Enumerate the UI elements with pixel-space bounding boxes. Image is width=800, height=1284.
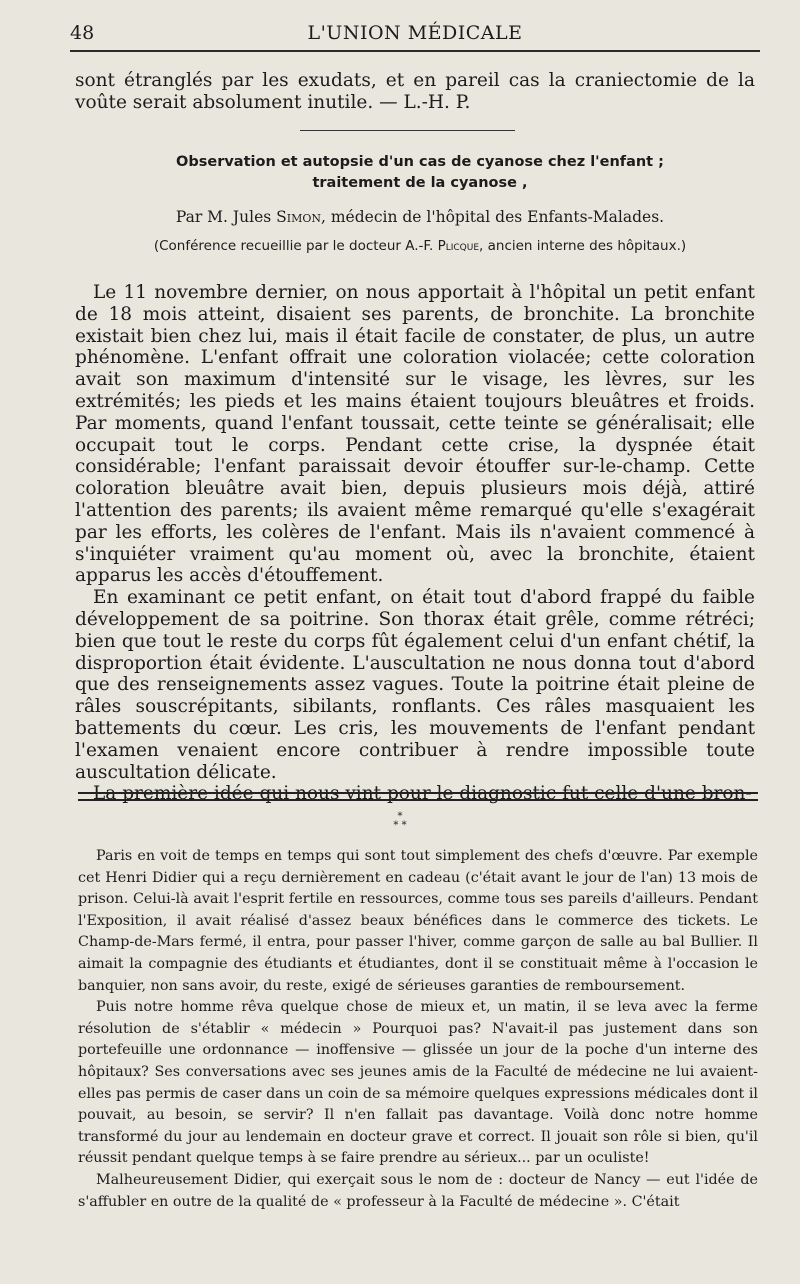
- article-title-line-2: traitement de la cyanose ,: [312, 175, 528, 191]
- article-body: [75, 282, 755, 805]
- article-paragraph: La première idée qui nous vint pour le diagnostic fut celle d'une bron-: [93, 783, 752, 805]
- note-suffix: , ancien interne des hôpitaux.): [479, 238, 687, 254]
- feuilleton-paragraph: Malheureusement Didier, qui exerçait sous le nom de : docteur de Nancy — eut l'idée de s'affubler en outre de la qualité de « professeur à la Faculté de médecine ». C'était: [78, 1171, 758, 1210]
- feuilleton-section: [78, 846, 758, 1213]
- page-number: 48: [70, 22, 95, 44]
- article-title: [80, 152, 760, 194]
- article-author: [80, 208, 760, 226]
- running-title: L'UNION MÉDICALE: [307, 22, 523, 44]
- feuilleton-paragraph: Puis notre homme rêva quelque chose de mieux et, un matin, il se leva avec la ferme résolution de s'établir « médecin » Pourquoi pas? N'avait-il pas justement dans son portefeuille une ordonnance — inoffensive — glissée un jour de la poche d'un interne des hôpitaux? Ses conversations avec ses jeunes amis de la Faculté de médecine ne lui avaient-elles pas permis de caser dans un coin de sa mémoire quelques expressions médicales dont il pouvait, au besoin, se servir? Il n'en fallait pas davantage. Voilà donc notre homme transformé du jour au lendemain en docteur grave et correct. Il jouait son rôle si bien, qu'il réussit pendant quelque temps à se faire prendre au sérieux... par un oculiste!: [78, 999, 758, 1167]
- feuilleton-paragraph: Paris en voit de temps en temps qui sont tout simplement des chefs d'œuvre. Par exemple cet Henri Didier qui a reçu dernièrement en cadeau (c'était avant le jour de l'an) 13 mois de prison. Celui-là avait l'esprit fertile en ressources, comme tous ses pareils d'ailleurs. Pendant l'Exposition, il avait réalisé d'assez beaux bénéfices dans le commerce des tickets. Le Champ-de-Mars fermé, il entra, pour passer l'hiver, comme garçon de salle au bal Bullier. Il aimait la compagnie des étudiants et étudiantes, dont il se constituait même à l'occasion le banquier, non sans avoir, du reste, exigé de sérieuses garanties de remboursement.: [78, 848, 758, 994]
- author-prefix: Par M. Jules: [175, 208, 277, 226]
- asterism-bottom: * *: [393, 820, 407, 831]
- conference-note: [80, 238, 760, 254]
- page-header: [70, 22, 760, 52]
- intro-paragraph: [75, 70, 755, 114]
- header-rule: [70, 50, 760, 52]
- feuilleton-rule: [78, 792, 758, 801]
- author-suffix: , médecin de l'hôpital des Enfants-Malades.: [321, 208, 665, 226]
- article-title-line-1: Observation et autopsie d'un cas de cyanose chez l'enfant ;: [176, 154, 664, 170]
- note-name: Plicque: [437, 238, 480, 254]
- intro-text: sont étranglés par les exudats, et en pareil cas la craniectomie de la voûte serait absolument inutile. — L.-H. P.: [75, 70, 755, 113]
- note-prefix: (Conférence recueillie par le docteur A.-F.: [153, 238, 438, 254]
- author-name: Simon: [276, 208, 321, 226]
- asterism: [0, 812, 800, 830]
- article-paragraph: Le 11 novembre dernier, on nous apportait à l'hôpital un petit enfant de 18 mois atteint, disaient ses parents, de bronchite. La bronchite existait bien chez lui, mais il était facile de constater, de plus, un autre phénomène. L'enfant offrait une coloration violacée; cette coloration avait son maximum d'intensité sur le visage, les lèvres, sur les extrémités; les pieds et les mains étaient toujours bleuâtres et froids. Par moments, quand l'enfant toussait, cette teinte se généralisait; elle occupait tout le corps. Pendant cette crise, la dyspnée était considérable; l'enfant paraissait devoir étouffer sur-le-champ. Cette coloration bleuâtre avait bien, depuis plusieurs mois déjà, attiré l'attention des parents; ils avaient même remarqué qu'elle s'exagérait par les efforts, les colères de l'enfant. Mais ils n'avaient commencé à s'inquiéter vraiment qu'au moment où, avec la bronchite, étaient apparus les accès d'étouffement.: [75, 282, 755, 587]
- section-separator: [300, 130, 515, 131]
- asterism-top: *: [397, 811, 403, 822]
- article-paragraph: En examinant ce petit enfant, on était tout d'abord frappé du faible développement de sa poitrine. Son thorax était grêle, comme rétréci; bien que tout le reste du corps fût également celui d'un enfant chétif, la disproportion était évidente. L'auscultation ne nous donna tout d'abord que des renseignements assez vagues. Toute la poitrine était pleine de râles souscrépitants, sibilants, ronflants. Ces râles masquaient les battements du cœur. Les cris, les mouvements de l'enfant pendant l'examen venaient encore contribuer à rendre impossible toute auscultation délicate.: [75, 587, 755, 783]
